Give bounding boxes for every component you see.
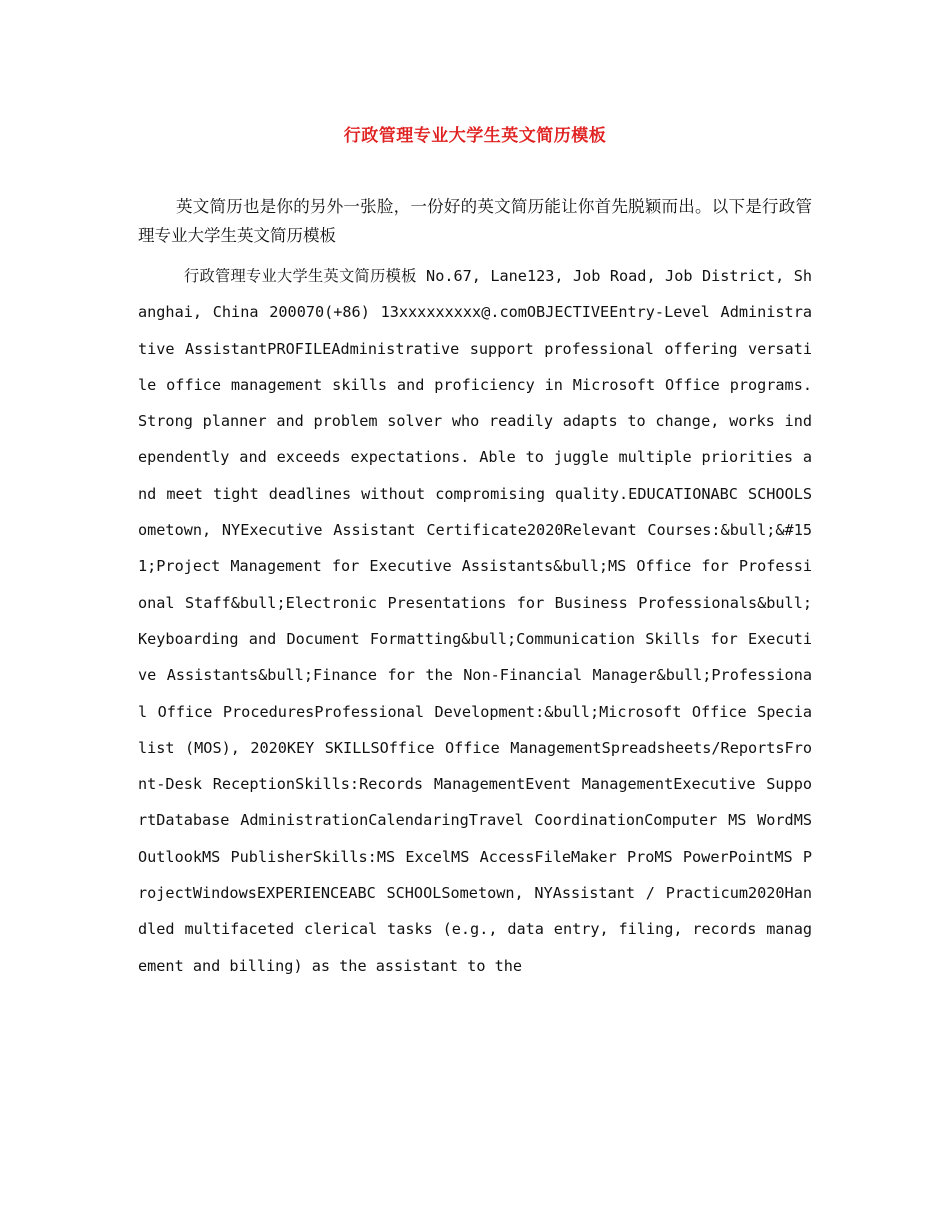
- intro-paragraph: 英文简历也是你的另外一张脸，一份好的英文简历能让你首先脱颖而出。以下是行政管理专业大学生英文简历模板: [138, 197, 812, 245]
- document-title: 行政管理专业大学生英文简历模板: [343, 126, 607, 146]
- resume-body-paragraph: 行政管理专业大学生英文简历模板 No.67, Lane123, Job Road, Job District, Shanghai, China 200070(+86) 13xxxxxxxxx@.comOBJECTIVEEntry-Level Administrative AssistantPROFILEAdministrative support professional offering versatile office management skills and proficiency in Microsoft Office programs. Strong planner and problem solver who readily adapts to change, works independently and exceeds expectations. Able to juggle multiple priorities and meet tight deadlines without compromising quality.EDUCATIONABC SCHOOLSometown, NYExecutive Assistant Certificate2020Relevant Courses:&bull;&#151;Project Management for Executive Assistants&bull;MS Office for Professional Staff&bull;Electronic Presentations for Business Professionals&bull;Keyboarding and Document Formatting&bull;Communication Skills for Executive Assistants&bull;Finance for the Non-Financial Manager&bull;Professional Office ProceduresProfessional Development:&bull;Microsoft Office Specialist (MOS), 2020KEY SKILLSOffice Office ManagementSpreadsheets/ReportsFront-Desk ReceptionSkills:Records ManagementEvent ManagementExecutive SupportDatabase AdministrationCalendaringTravel CoordinationComputer MS WordMS OutlookMS PublisherSkills:MS ExcelMS AccessFileMaker ProMS PowerPointMS ProjectWindowsEXPERIENCEABC SCHOOLSometown, NYAssistant / Practicum2020Handled multifaceted clerical tasks (e.g., data entry, filing, records management and billing) as the assistant to the: [138, 267, 812, 975]
